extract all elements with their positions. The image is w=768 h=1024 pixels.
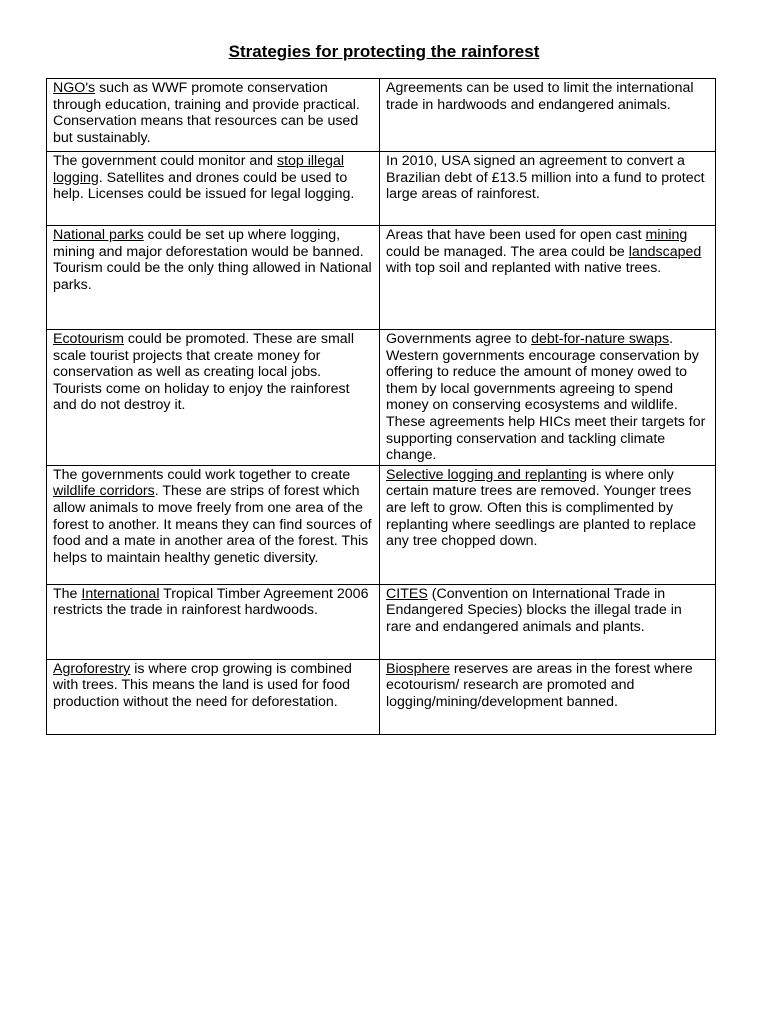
key-term: Biosphere bbox=[386, 660, 450, 677]
strategy-cell-right bbox=[380, 226, 716, 330]
strategy-cell-right bbox=[380, 152, 716, 226]
strategy-cell-left bbox=[47, 584, 380, 659]
key-term: Agroforestry bbox=[53, 660, 131, 677]
strategy-text: Agreements can be used to limit the international trade in hardwoods and endangered animals. bbox=[386, 80, 694, 113]
page-title: Strategies for protecting the rainforest bbox=[228, 42, 540, 61]
strategy-text: Tropical Timber Agreement 2006 restricts the trade in rainforest hardwoods. bbox=[53, 585, 369, 619]
strategy-text: is where only certain mature trees are removed. Younger trees are left to grow. Often this is complimented by replanting where seedlings are planted to replace any tree chopped down. bbox=[386, 466, 696, 550]
strategy-cell-right bbox=[380, 79, 716, 152]
strategy-cell-right bbox=[380, 330, 716, 466]
strategy-cell-right bbox=[380, 584, 716, 659]
strategy-text: The government could monitor and bbox=[53, 153, 277, 169]
key-term: International bbox=[81, 585, 160, 602]
strategy-text: . Satellites and drones could be used to help. Licenses could be issued for legal logging. bbox=[53, 169, 355, 203]
key-term: landscaped bbox=[628, 243, 702, 260]
key-term: Ecotourism bbox=[53, 331, 124, 347]
strategy-cell-right bbox=[380, 465, 716, 584]
key-term: wildlife corridors bbox=[53, 483, 155, 500]
strategy-cell-left bbox=[47, 465, 380, 584]
strategy-text: The bbox=[53, 585, 82, 602]
strategy-text: is where crop growing is combined with trees. This means the land is used for food production without the need for deforestation. bbox=[53, 660, 352, 710]
strategy-text: such as WWF promote conservation through education, training and provide practical. Conservation means that resources can be used but sustainably. bbox=[53, 80, 360, 146]
strategy-text: could be promoted. These are small scale tourist projects that create money for conservation as well as creating local jobs. Tourists come on holiday to enjoy the rainforest and do not destroy it. bbox=[53, 331, 354, 414]
strategy-cell-right bbox=[380, 659, 716, 734]
strategy-text: Areas that have been used for open cast bbox=[386, 227, 646, 243]
key-term: CITES bbox=[386, 585, 428, 602]
table-row bbox=[47, 152, 716, 226]
table-row bbox=[47, 659, 716, 734]
strategy-text: (Convention on International Trade in Endangered Species) blocks the illegal trade in rare and endangered animals and plants. bbox=[386, 585, 682, 635]
strategy-cell-left bbox=[47, 659, 380, 734]
table-row bbox=[47, 226, 716, 330]
key-term: stop illegal logging bbox=[53, 153, 345, 186]
strategy-text: could be set up where logging, mining and major deforestation would be banned. Tourism could be the only thing allowed in National parks. bbox=[53, 227, 372, 293]
strategy-text: Governments agree to bbox=[386, 331, 532, 347]
strategies-table bbox=[46, 78, 716, 735]
strategy-text: . Western governments encourage conservation by offering to reduce the amount of money owed to them by local governments agreeing to spend money on conserving ecosystems and wildlife. These agreements help HICs meet their targets for supporting conservation and tackling climate change. bbox=[386, 331, 706, 464]
key-term: NGO's bbox=[53, 80, 96, 96]
strategy-cell-left bbox=[47, 152, 380, 226]
strategy-text: reserves are areas in the forest where ecotourism/ research are promoted and logging/mining/development banned. bbox=[386, 660, 693, 710]
strategy-cell-left bbox=[47, 226, 380, 330]
table-body bbox=[47, 79, 716, 735]
strategy-cell-left bbox=[47, 330, 380, 466]
strategy-text: with top soil and replanted with native trees. bbox=[386, 260, 662, 277]
table-row bbox=[47, 79, 716, 152]
table-row bbox=[47, 465, 716, 584]
table-row bbox=[47, 330, 716, 466]
key-term: Selective logging and replanting bbox=[386, 466, 588, 483]
strategy-text: In 2010, USA signed an agreement to convert a Brazilian debt of £13.5 million into a fund to protect large areas of rainforest. bbox=[386, 153, 705, 203]
strategy-text: The governments could work together to create bbox=[53, 466, 351, 483]
table-row bbox=[47, 584, 716, 659]
key-term: National parks bbox=[53, 227, 144, 243]
strategy-text: could be managed. The area could be bbox=[386, 243, 629, 260]
strategy-cell-left bbox=[47, 79, 380, 152]
key-term: mining bbox=[645, 227, 688, 243]
key-term: debt-for-nature swaps bbox=[531, 331, 670, 347]
strategy-text: . These are strips of forest which allow animals to move freely from one area of the forest to another. It means they can find sources of food and a mate in another area of the forest. This helps to maintain healthy genetic diversity. bbox=[53, 483, 372, 566]
